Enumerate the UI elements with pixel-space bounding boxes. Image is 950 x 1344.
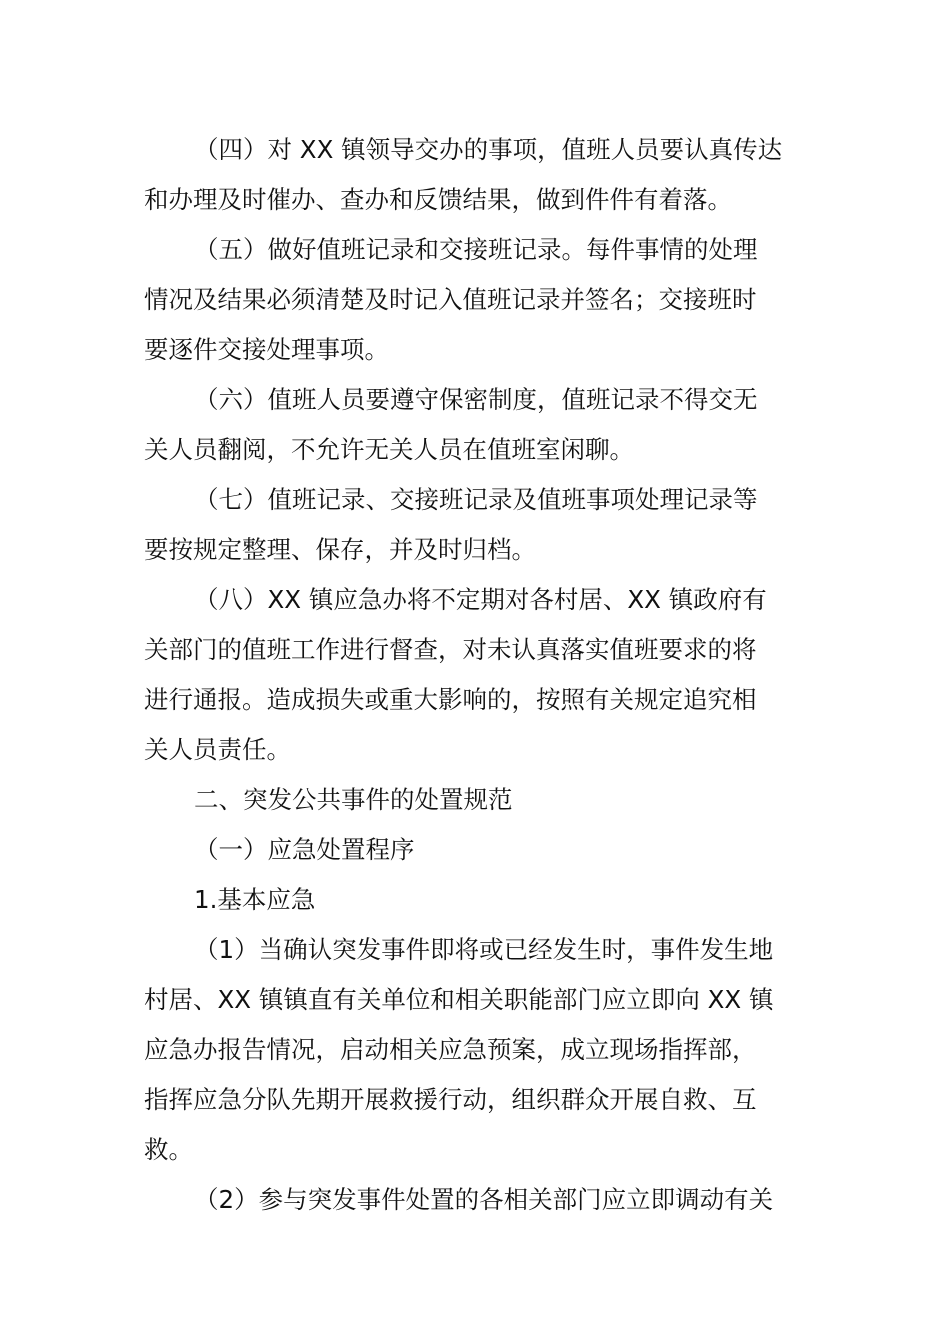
text-line: 救。 [144, 1135, 193, 1164]
sub-subsection-heading [144, 875, 808, 925]
text-line: （八）XX 镇应急办将不定期对各村居、XX 镇政府有 [194, 585, 767, 614]
paragraph-emergency-item-1 [144, 925, 808, 1175]
heading-text: 二、突发公共事件的处置规范 [194, 785, 513, 814]
heading-text: （一）应急处置程序 [194, 835, 415, 864]
subsection-heading [144, 825, 808, 875]
document-body [144, 125, 808, 1225]
text-line: 关人员责任。 [144, 735, 291, 764]
text-line: 要逐件交接处理事项。 [144, 335, 389, 364]
paragraph-duty-item-7 [144, 475, 808, 575]
text-line: （四）对 XX 镇领导交办的事项，值班人员要认真传达 [194, 135, 783, 164]
paragraph-duty-item-8 [144, 575, 808, 775]
text-line: 进行通报。造成损失或重大影响的，按照有关规定追究相 [144, 685, 757, 714]
text-line: 要按规定整理、保存，并及时归档。 [144, 535, 536, 564]
text-line: 关部门的值班工作进行督查，对未认真落实值班要求的将 [144, 635, 757, 664]
heading-text: 1.基本应急 [194, 885, 316, 914]
text-line: （1）当确认突发事件即将或已经发生时，事件发生地 [194, 935, 774, 964]
paragraph-duty-item-5 [144, 225, 808, 375]
text-line: 村居、XX 镇镇直有关单位和相关职能部门应立即向 XX 镇 [144, 985, 774, 1014]
text-line: （六）值班人员要遵守保密制度，值班记录不得交无 [194, 385, 758, 414]
text-line: 关人员翻阅，不允许无关人员在值班室闲聊。 [144, 435, 634, 464]
text-line: （五）做好值班记录和交接班记录。每件事情的处理 [194, 235, 758, 264]
text-line: 和办理及时催办、查办和反馈结果，做到件件有着落。 [144, 185, 732, 214]
section-heading [144, 775, 808, 825]
text-line: 应急办报告情况，启动相关应急预案，成立现场指挥部， [144, 1035, 757, 1064]
text-line: 情况及结果必须清楚及时记入值班记录并签名；交接班时 [144, 285, 757, 314]
paragraph-duty-item-4 [144, 125, 808, 225]
text-line: （2）参与突发事件处置的各相关部门应立即调动有关 [194, 1185, 774, 1214]
text-line: （七）值班记录、交接班记录及值班事项处理记录等 [194, 485, 758, 514]
paragraph-emergency-item-2 [144, 1175, 808, 1225]
paragraph-duty-item-6 [144, 375, 808, 475]
text-line: 指挥应急分队先期开展救援行动，组织群众开展自救、互 [144, 1085, 757, 1114]
